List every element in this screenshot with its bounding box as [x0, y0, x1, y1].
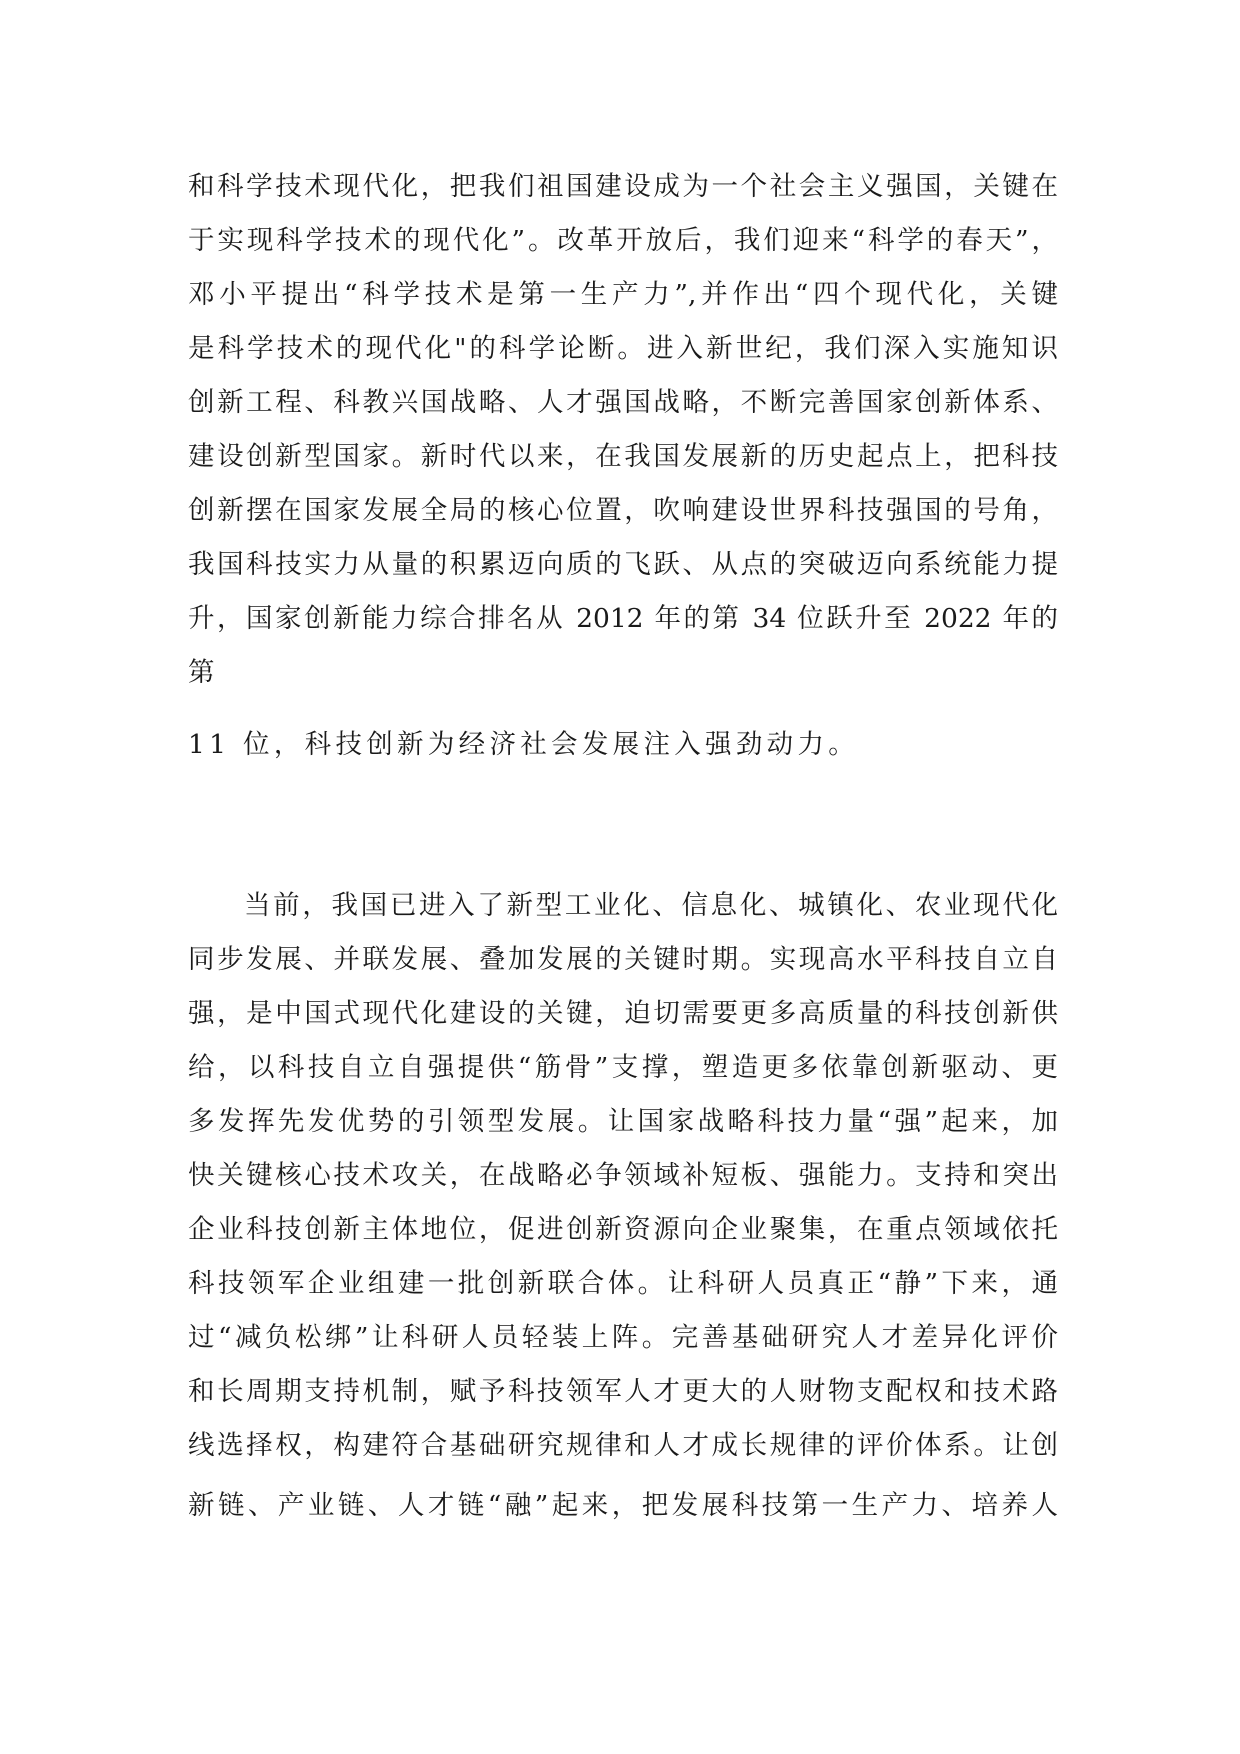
text-line: 当前，我国已进入了新型工业化、信息化、城镇化、农业现代化 — [244, 890, 1058, 921]
text-line: 邓小平提出“科学技术是第一生产力”,并作出“四个现代化，关键 — [188, 279, 1058, 310]
text-line: 于实现科学技术的现代化”。改革开放后，我们迎来“科学的春天”， — [188, 225, 1058, 256]
text-line: 新链、产业链、人才链“融”起来，把发展科技第一生产力、培养人 — [188, 1490, 1058, 1521]
text-line: 给，以科技自立自强提供“筋骨”支撑，塑造更多依靠创新驱动、更 — [188, 1052, 1058, 1083]
text-line: 建设创新型国家。新时代以来，在我国发展新的历史起点上，把科技 — [188, 441, 1058, 472]
text-line: 创新摆在国家发展全局的核心位置，吹响建设世界科技强国的号角， — [188, 495, 1058, 526]
text-line: 强，是中国式现代化建设的关键，迫切需要更多高质量的科技创新供 — [188, 998, 1058, 1029]
text-line: 同步发展、并联发展、叠加发展的关键时期。实现高水平科技自立自 — [188, 944, 1058, 975]
text-line: 科技领军企业组建一批创新联合体。让科研人员真正“静”下来，通 — [188, 1268, 1058, 1299]
text-line: 企业科技创新主体地位，促进创新资源向企业聚集，在重点领域依托 — [188, 1214, 1058, 1245]
text-line: 第 — [188, 657, 219, 688]
text-line: 和长周期支持机制，赋予科技领军人才更大的人财物支配权和技术路 — [188, 1376, 1058, 1407]
text-line: 我国科技实力从量的积累迈向质的飞跃、从点的突破迈向系统能力提 — [188, 549, 1058, 580]
text-line: 快关键核心技术攻关，在战略必争领域补短板、强能力。支持和突出 — [188, 1160, 1058, 1191]
text-line: 升，国家创新能力综合排名从 2012 年的第 34 位跃升至 2022 年的 — [188, 603, 1058, 634]
text-line: 11 位，科技创新为经济社会发展注入强劲动力。 — [188, 729, 860, 760]
text-line: 是科学技术的现代化"的科学论断。进入新世纪，我们深入实施知识 — [188, 333, 1058, 364]
text-line: 创新工程、科教兴国战略、人才强国战略，不断完善国家创新体系、 — [188, 387, 1058, 418]
text-line: 过“减负松绑”让科研人员轻装上阵。完善基础研究人才差异化评价 — [188, 1322, 1058, 1353]
text-line: 线选择权，构建符合基础研究规律和人才成长规律的评价体系。让创 — [188, 1430, 1058, 1461]
text-line: 和科学技术现代化，把我们祖国建设成为一个社会主义强国，关键在 — [188, 171, 1058, 202]
text-line: 多发挥先发优势的引领型发展。让国家战略科技力量“强”起来，加 — [188, 1106, 1058, 1137]
